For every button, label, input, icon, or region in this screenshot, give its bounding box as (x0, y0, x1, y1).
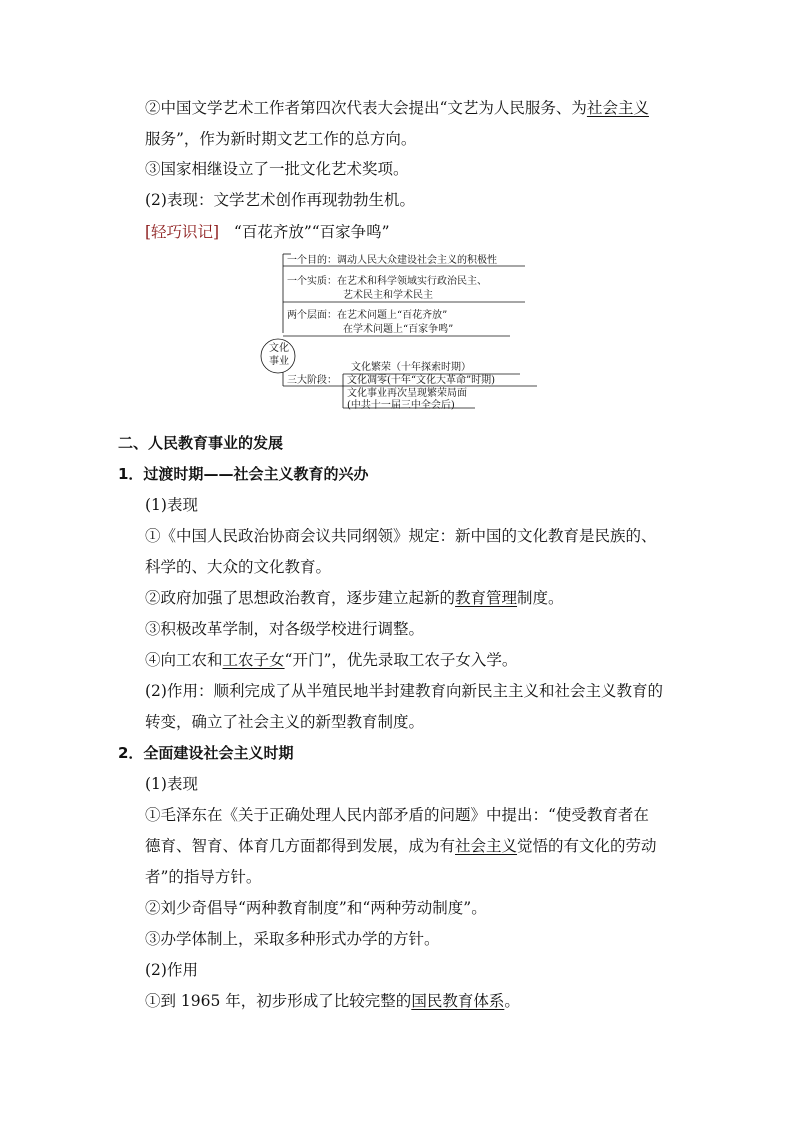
text: 德育、智育、体育几方面都得到发展，成为有 (145, 837, 456, 855)
text: 觉悟的有文化的劳动 (517, 837, 657, 855)
paragraph-line: 科学的、大众的文化教育。 (145, 558, 332, 576)
text: “开门”，优先录取工农子女入学。 (284, 651, 518, 669)
branch-stages: 三大阶段： (287, 375, 337, 386)
paragraph-line: ③国家相继设立了一批文化艺术奖项。 (145, 160, 409, 178)
branch-essence: 一个实质：在艺术和科学领域实行政治民主、 (287, 276, 487, 287)
culture-mind-map (255, 248, 545, 418)
branch-levels: 两个层面：在艺术问题上“百花齐放” (287, 310, 448, 321)
paragraph-line: ②刘少奇倡导“两种教育制度”和“两种劳动制度”。 (145, 899, 487, 917)
paragraph-line: ③积极改革学制，对各级学校进行调整。 (145, 620, 425, 638)
paragraph-line (145, 650, 517, 670)
center-label: 文化 (269, 343, 289, 354)
paragraph-line: (1)表现 (145, 496, 198, 514)
text: 制度。 (517, 589, 564, 607)
paragraph-line (145, 836, 657, 856)
paragraph-line: (2)作用：顺利完成了从半殖民地半封建教育向新民主主义和社会主义教育的 (145, 682, 663, 700)
paragraph-line: (2)表现：文学艺术创作再现勃勃生机。 (145, 191, 415, 209)
memory-tip-text: “百花齐放”“百家争鸣” (233, 223, 390, 241)
text: 。 (504, 992, 520, 1010)
underlined-term: 社会主义 (586, 99, 649, 117)
paragraph-line: ①《中国人民政治协商会议共同纲领》规定：新中国的文化教育是民族的、 (145, 527, 657, 545)
paragraph-line (145, 588, 564, 608)
text: ①到 1965 年，初步形成了比较完整的 (145, 992, 412, 1010)
subsection-heading: 1．过渡时期——社会主义教育的兴办 (118, 465, 369, 483)
branch-levels: 在学术问题上“百家争鸣” (343, 324, 454, 335)
branch-purpose: 一个目的：调动人民大众建设社会主义的积极性 (287, 255, 497, 266)
text: ④向工农和 (145, 651, 223, 669)
underlined-term: 社会主义 (455, 837, 518, 855)
center-label: 事业 (269, 356, 289, 367)
stage-item: 文化事业再次呈现繁荣局面 (347, 388, 467, 399)
underlined-term: 工农子女 (222, 651, 285, 669)
paragraph-line: (1)表现 (145, 775, 198, 793)
underlined-term: 国民教育体系 (411, 992, 505, 1010)
stage-item: (中共十一届三中全会后) (347, 400, 455, 411)
stage-item: 文化繁荣（十年探索时期） (351, 362, 471, 373)
paragraph-line: ③办学体制上，采取多种形式办学的方针。 (145, 930, 440, 948)
branch-essence: 艺术民主和学术民主 (343, 290, 433, 301)
paragraph-line: 者”的指导方针。 (145, 868, 262, 886)
memory-tip-tag: [轻巧识记] (145, 223, 220, 241)
memory-tip (145, 222, 390, 242)
paragraph-line (145, 991, 520, 1011)
paragraph-line: 转变，确立了社会主义的新型教育制度。 (145, 713, 425, 731)
text: ②中国文学艺术工作者第四次代表大会提出“文艺为人民服务、为 (145, 99, 587, 117)
text: ②政府加强了思想政治教育，逐步建立起新的 (145, 589, 456, 607)
stage-item: 文化凋零(十年“文化大革命”时期) (347, 375, 496, 386)
subsection-heading: 2．全面建设社会主义时期 (118, 744, 294, 762)
paragraph-line: ①毛泽东在《关于正确处理人民内部矛盾的问题》中提出：“使受教育者在 (145, 806, 649, 824)
paragraph-line (145, 98, 649, 118)
underlined-term: 教育管理 (455, 589, 518, 607)
section-heading: 二、人民教育事业的发展 (118, 434, 284, 452)
paragraph-line: (2)作用 (145, 961, 198, 979)
paragraph-line: 服务”，作为新时期文艺工作的总方向。 (145, 130, 417, 148)
